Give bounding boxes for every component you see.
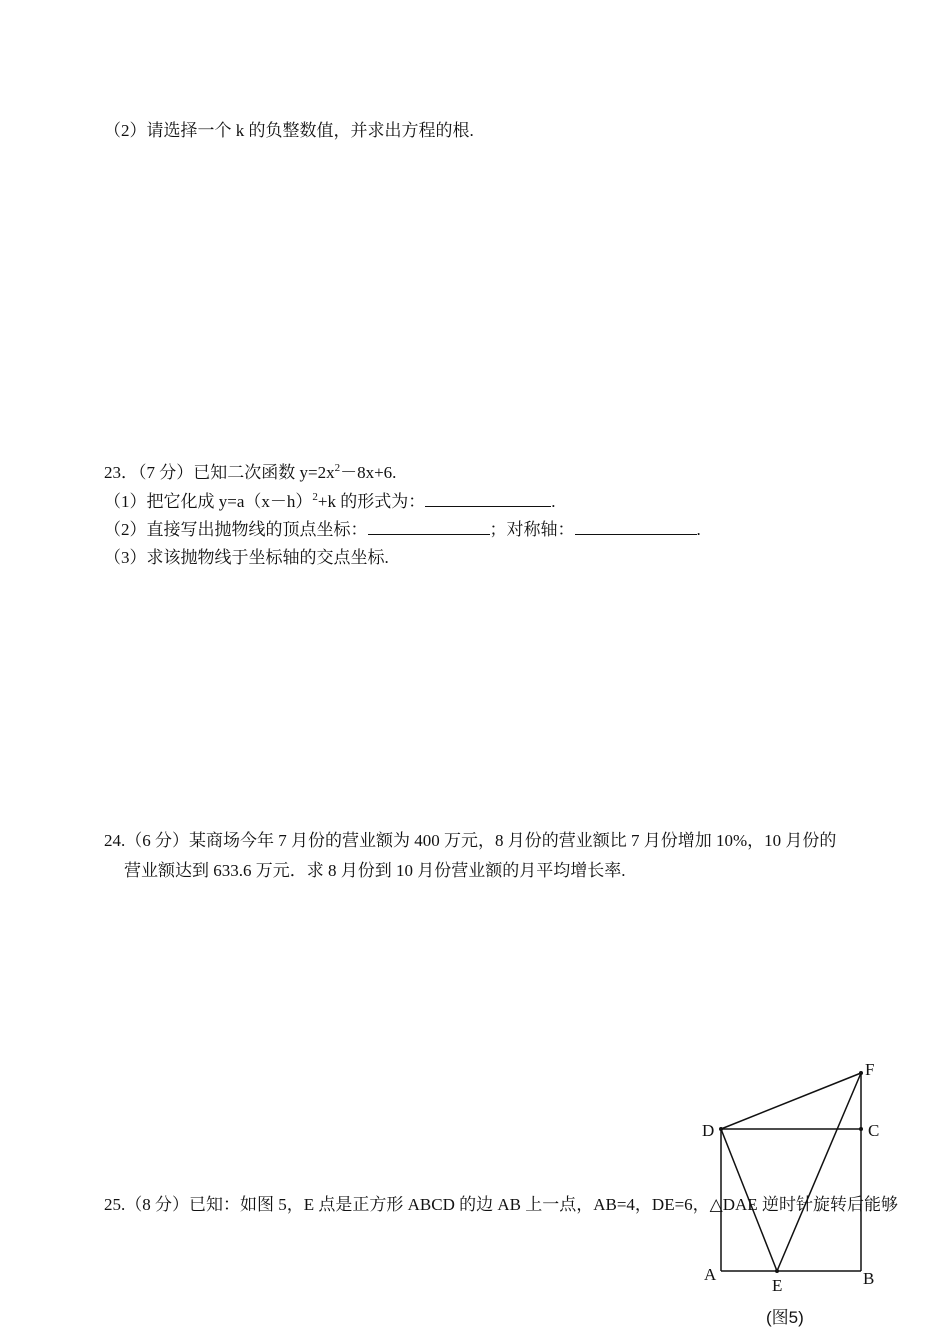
segment-ef bbox=[777, 1073, 861, 1271]
point-e bbox=[775, 1269, 779, 1273]
figure-caption: (图5) bbox=[766, 1308, 804, 1327]
q23-part2-mid: ；对称轴： bbox=[489, 520, 575, 539]
q23-stem-a: 23．（7 分）已知二次函数 y=2x bbox=[104, 463, 335, 482]
segment-de bbox=[721, 1129, 777, 1271]
q23-part1-end: . bbox=[551, 492, 556, 511]
q23-part1-sup: 2 bbox=[312, 491, 318, 503]
label-b: B bbox=[863, 1269, 875, 1288]
label-f: F bbox=[865, 1060, 875, 1079]
q23-stem-b: －8x+6. bbox=[340, 463, 397, 482]
q23-stem-sup: 2 bbox=[334, 462, 341, 474]
q23-part2-end: . bbox=[696, 520, 701, 539]
q23-part1-b: +k 的形式为： bbox=[317, 492, 426, 511]
label-a: A bbox=[704, 1265, 717, 1284]
label-c: C bbox=[868, 1121, 880, 1140]
point-c bbox=[859, 1127, 863, 1131]
q25-line1: 25.（8 分）已知：如图 5，E 点是正方形 ABCD 的边 AB 上一点，AB=4，DE=6，△DAE 逆时针旋转后能够 bbox=[104, 1195, 898, 1214]
q23-part1-a: （1）把它化成 y=a（x－h） bbox=[104, 492, 313, 511]
label-e: E bbox=[772, 1276, 783, 1295]
q24-line2: 营业额达到 633.6 万元．求 8 月份到 10 月份营业额的月平均增长率. bbox=[124, 861, 626, 880]
q23-part2-a: （2）直接写出抛物线的顶点坐标： bbox=[104, 520, 368, 539]
q24-line1: 24.（6 分）某商场今年 7 月份的营业额为 400 万元，8 月份的营业额比 7 月份增加 10%，10 月份的 bbox=[104, 831, 837, 850]
label-d: D bbox=[702, 1121, 715, 1140]
point-f bbox=[859, 1071, 863, 1075]
q23-part3: （3）求该抛物线于坐标轴的交点坐标. bbox=[104, 548, 389, 567]
point-d bbox=[719, 1127, 723, 1131]
q22-part2: （2）请选择一个 k 的负整数值，并求出方程的根. bbox=[104, 121, 474, 140]
